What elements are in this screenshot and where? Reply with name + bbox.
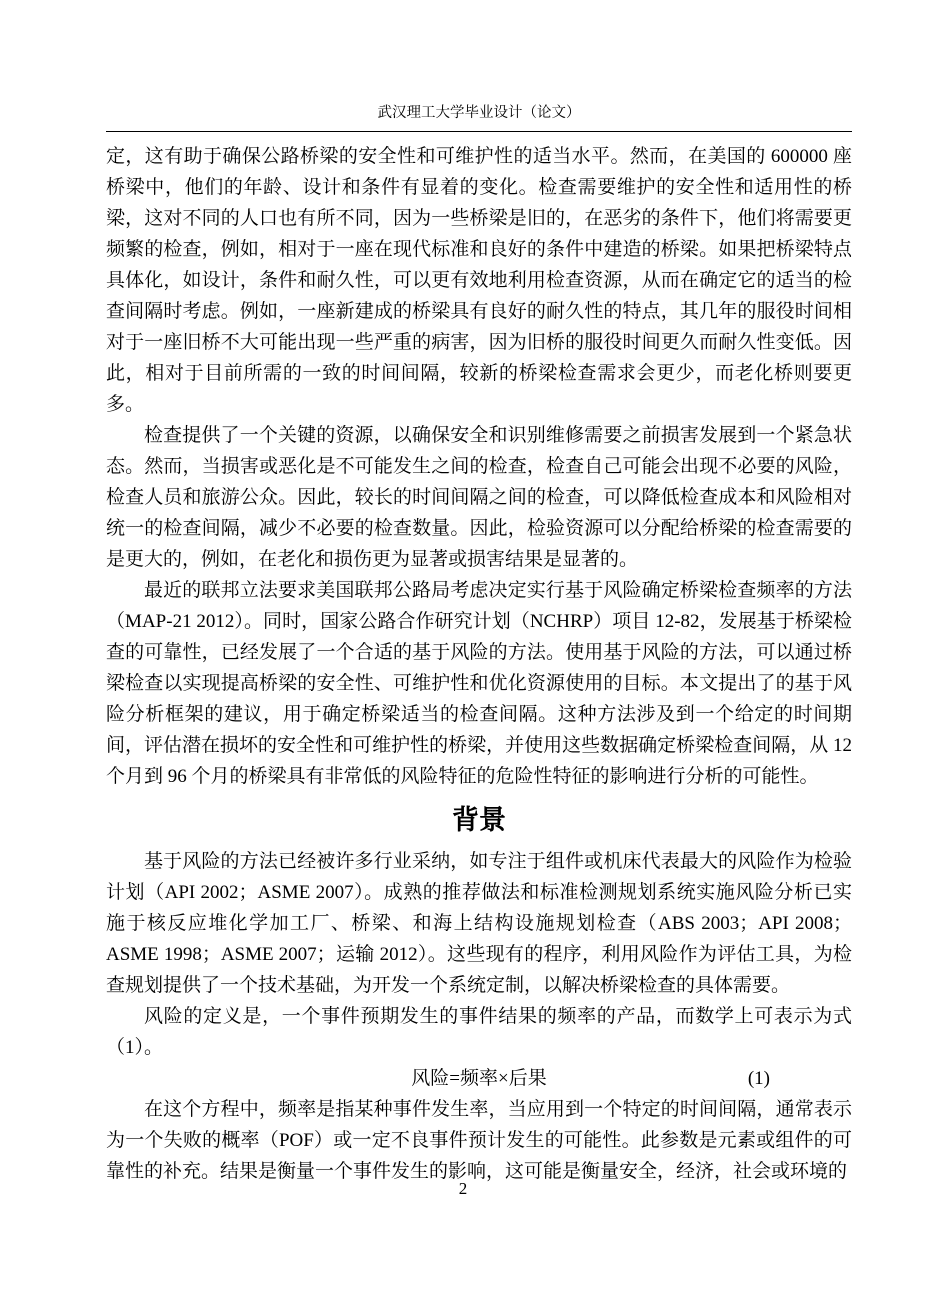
paragraph: 定，这有助于确保公路桥梁的安全性和可维护性的适当水平。然而，在美国的 600000 座桥梁中，他们的年龄、设计和条件有显着的变化。检查需要维护的安全性和适用性的桥梁，这对不同的人口也有所不同，因为一些桥梁是旧的，在恶劣的条件下，他们将需要更频繁的检查，例如，相对于一座在现代标准和良好的条件中建造的桥梁。如果把桥梁特点具体化，如设计，条件和耐久性，可以更有效地利用检查资源，从而在确定它的适当的检查间隔时考虑。例如，一座新建成的桥梁具有良好的耐久性的特点，其几年的服役时间相对于一座旧桥不大可能出现一些严重的病害，因为旧桥的服役时间更久而耐久性变低。因此，相对于目前所需的一致的时间间隔，较新的桥梁检查需求会更少，而老化桥则要更多。 (106, 146, 852, 415)
paragraph: 在这个方程中，频率是指某种事件发生率，当应用到一个特定的时间间隔，通常表示为一个失败的概率（POF）或一定不良事件预计发生的可能性。此参数是元素或组件的可靠性的补充。结果是衡量一个事件发生的影响，这可能是衡量安全，经济，社会或环境的 (106, 1099, 852, 1182)
header-title: 武汉理工大学毕业设计（论文） (377, 105, 581, 121)
section-heading-background: 背景 (452, 805, 506, 835)
page-header (106, 102, 852, 132)
paragraph: 基于风险的方法已经被许多行业采纳，如专注于组件或机床代表最大的风险作为检验计划（API 2002；ASME 2007）。成熟的推荐做法和标准检测规划系统实施风险分析已实施于核反应堆化学加工厂、桥梁、和海上结构设施规划检查（ABS 2003；API 2008；ASME 1998；ASME 2007；运输 2012）。这些现有的程序，利用风险作为评估工具，为检查规划提供了一个技术基础，为开发一个系统定制，以解决桥梁检查的具体需要。 (106, 851, 852, 996)
paragraph: 最近的联邦立法要求美国联邦公路局考虑决定实行基于风险确定桥梁检查频率的方法（MAP-21 2012）。同时，国家公路合作研究计划（NCHRP）项目 12-82，发展基于桥梁检查的可靠性，已经发展了一个合适的基于风险的方法。使用基于风险的方法，可以通过桥梁检查以实现提高桥梁的安全性、可维护性和优化资源使用的目标。本文提出了的基于风险分析框架的建议，用于确定桥梁适当的检查间隔。这种方法涉及到一个给定的时间期间，评估潜在损坏的安全性和可维护性的桥梁，并使用这些数据确定桥梁检查间隔，从 12 个月到 96 个月的桥梁具有非常低的风险特征的危险性特征的影响进行分析的可能性。 (106, 580, 852, 787)
equation (106, 1063, 852, 1094)
equation-number: (1) (747, 1068, 770, 1089)
document-content (106, 141, 852, 1187)
page-number: 2 (458, 1179, 468, 1198)
paragraph: 风险的定义是，一个事件预期发生的事件结果的频率的产品，而数学上可表示为式（1）。 (106, 1006, 852, 1058)
equation-expression: 风险=频率×后果 (411, 1068, 547, 1089)
paragraph: 检查提供了一个关键的资源，以确保安全和识别维修需要之前损害发展到一个紧急状态。然而，当损害或恶化是不可能发生之间的检查，检查自己可能会出现不必要的风险，检查人员和旅游公众。因此，较长的时间间隔之间的检查，可以降低检查成本和风险相对统一的检查间隔，减少不必要的检查数量。因此，检验资源可以分配给桥梁的检查需要的是更大的，例如，在老化和损伤更为显著或损害结果是显著的。 (106, 425, 852, 570)
